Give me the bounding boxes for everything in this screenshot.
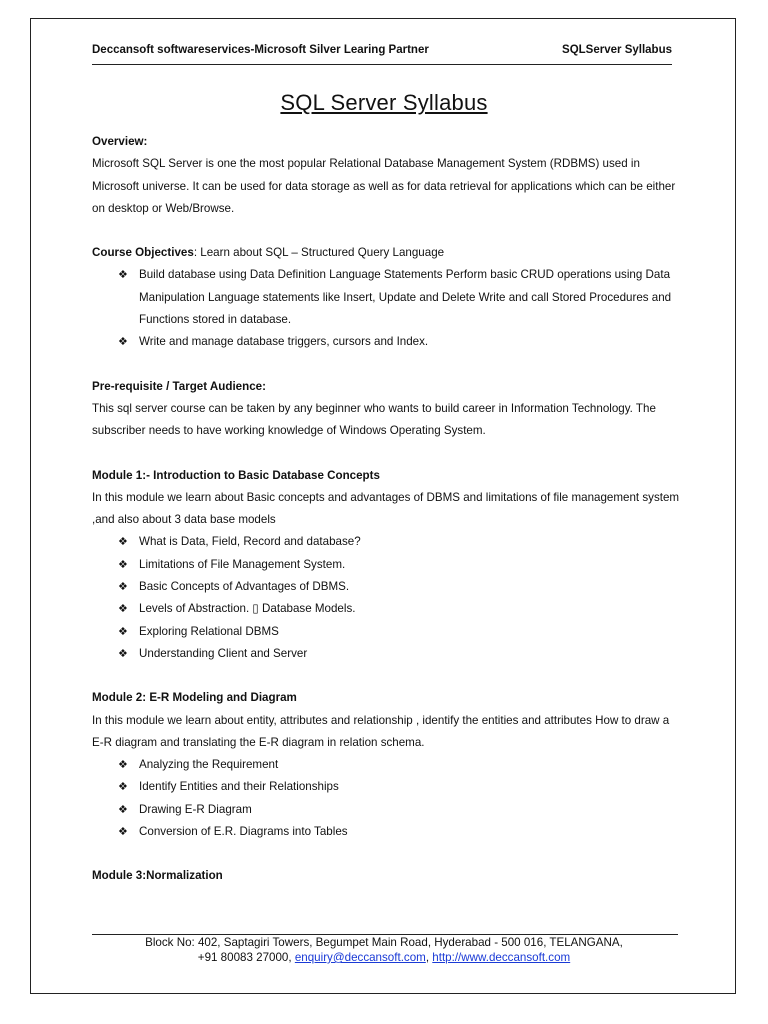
list-item: ❖ Conversion of E.R. Diagrams into Tables: [118, 821, 680, 843]
list-item: ❖ Write and manage database triggers, cursors and Index.: [118, 331, 680, 353]
diamond-bullet-icon: ❖: [118, 781, 128, 794]
list-item: ❖ Drawing E-R Diagram: [118, 799, 680, 821]
diamond-bullet-icon: ❖: [118, 269, 128, 282]
objectives-line: [92, 242, 680, 264]
footer-separator: ,: [425, 951, 433, 964]
diamond-bullet-icon: ❖: [118, 803, 128, 816]
diamond-bullet-icon: ❖: [118, 336, 128, 349]
module3-heading: Module 3:Normalization: [92, 869, 223, 883]
document-body: [92, 131, 680, 888]
module1-list: [92, 531, 680, 665]
footer-contact: [0, 950, 768, 965]
diamond-bullet-icon: ❖: [118, 647, 128, 660]
diamond-bullet-icon: ❖: [118, 826, 128, 839]
overview-text: Microsoft SQL Server is one the most popular Relational Database Management System (RDBMS) used in Microsoft universe. It can be used for data storage as well as for data retrieval for applications which can be either on desktop or Web/Browse.: [92, 157, 676, 215]
list-item: ❖ Identify Entities and their Relationships: [118, 776, 680, 798]
objectives-lead: : Learn about SQL – Structured Query Language: [193, 246, 445, 260]
footer-address: Block No: 402, Saptagiri Towers, Begumpet Main Road, Hyderabad - 500 016, TELANGANA,: [145, 936, 623, 949]
module2-text: In this module we learn about entity, attributes and relationship , identify the entities and attributes How to draw a E-R diagram and translating the E-R diagram in relation schema.: [92, 713, 670, 749]
diamond-bullet-icon: ❖: [118, 603, 128, 616]
list-item: ❖ What is Data, Field, Record and database?: [118, 531, 680, 553]
module1-heading: Module 1:- Introduction to Basic Database Concepts: [92, 468, 380, 482]
footer-phone: +91 80083 27000,: [197, 951, 295, 964]
header-left-text: Deccansoft softwareservices-Microsoft Silver Learing Partner: [92, 44, 429, 56]
document-title: SQL Server Syllabus: [280, 90, 488, 115]
diamond-bullet-icon: ❖: [118, 625, 128, 638]
overview-heading: Overview:: [92, 135, 148, 148]
list-item: ❖ Build database using Data Definition Language Statements Perform basic CRUD operations using Data Manipulation Language statements like Insert, Update and Delete Write and call Stored Procedures and Functions stored in database.: [118, 264, 680, 331]
list-item: ❖ Basic Concepts of Advantages of DBMS.: [118, 576, 680, 598]
list-item: ❖ Levels of Abstraction. ▯ Database Models.: [118, 598, 680, 620]
objectives-list: [92, 264, 680, 353]
diamond-bullet-icon: ❖: [118, 536, 128, 549]
module1-text: In this module we learn about Basic concepts and advantages of DBMS and limitations of file management system ,and also about 3 data base models: [92, 490, 680, 527]
list-item: ❖ Understanding Client and Server: [118, 643, 680, 665]
objectives-heading: Course Objectives: [92, 246, 194, 260]
diamond-bullet-icon: ❖: [118, 558, 128, 571]
footer-email-link[interactable]: enquiry@deccansoft.com: [294, 951, 426, 964]
diamond-bullet-icon: ❖: [118, 581, 128, 594]
page-header: [92, 44, 672, 65]
list-item: ❖ Limitations of File Management System.: [118, 554, 680, 576]
list-item: ❖ Analyzing the Requirement: [118, 754, 680, 776]
header-right-text: SQLServer Syllabus: [562, 44, 672, 56]
module2-heading: Module 2: E-R Modeling and Diagram: [92, 691, 297, 705]
page-footer: [0, 935, 768, 965]
list-item: ❖ Exploring Relational DBMS: [118, 621, 680, 643]
prerequisite-text: This sql server course can be taken by any beginner who wants to build career in Information Technology. The subscriber needs to have working knowledge of Windows Operating System.: [92, 401, 656, 438]
diamond-bullet-icon: ❖: [118, 759, 128, 772]
module2-list: [92, 754, 680, 843]
footer-website-link[interactable]: http://www.deccansoft.com: [432, 951, 571, 964]
prerequisite-heading: Pre-requisite / Target Audience:: [92, 379, 266, 393]
